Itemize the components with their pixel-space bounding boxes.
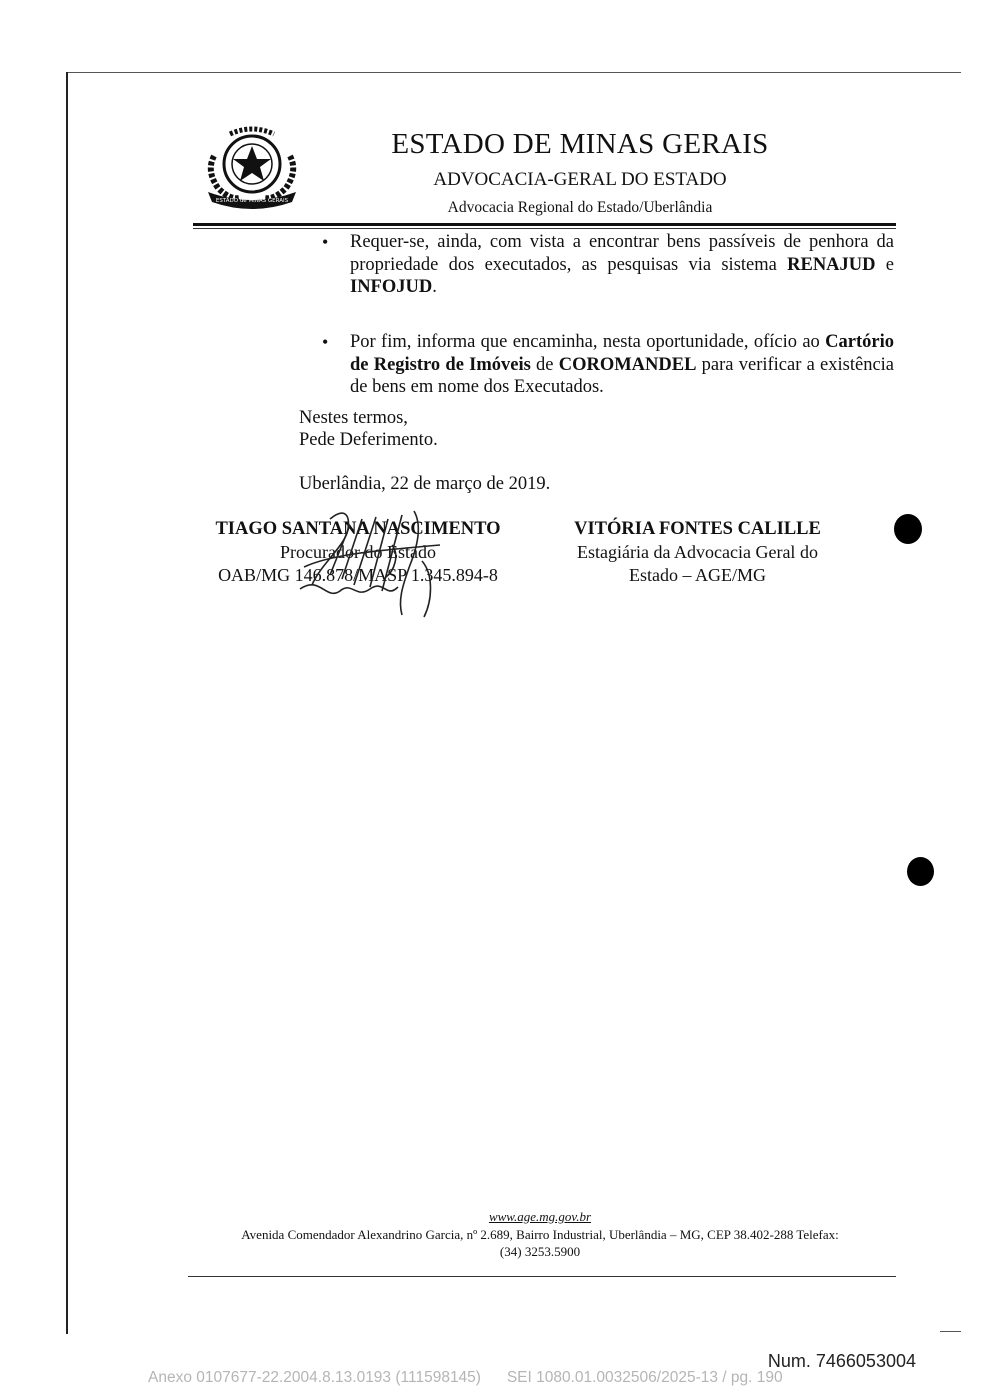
top-margin-line (68, 72, 961, 73)
annex-stamp: Anexo 0107677-22.2004.8.13.0193 (111598145) SEI 1080.01.0032506/2025-13 / pg. 190 (148, 1369, 783, 1386)
closing-line-2: Pede Deferimento. (299, 430, 438, 450)
bullet-paragraph-2: Por fim, informa que encaminha, nesta oportunidade, ofício ao Cartório de Registro de Imóveis de COROMANDEL para verificar a existência de bens em nome dos Executados. (350, 332, 895, 397)
bold-cartorio: Cartório de Registro de Imóveis (350, 332, 894, 375)
footer-rule (188, 1276, 896, 1277)
footer-website[interactable]: www.age.mg.gov.br (488, 1209, 592, 1224)
header-rule (193, 223, 896, 226)
document-number: Num. 7466053004 (767, 1351, 916, 1371)
footer-phone: (34) 3253.5900 (499, 1244, 581, 1259)
bullet-marker: • (322, 332, 329, 352)
punch-hole-mark (894, 514, 922, 544)
handwritten-signature (290, 505, 450, 623)
bold-coromandel: COROMANDEL (558, 354, 697, 375)
left-margin-line (66, 72, 68, 1334)
signer-left-name: TIAGO SANTANA NASCIMENTO (215, 519, 501, 539)
footer-address: Avenida Comendador Alexandrino Garcia, nº 2.689, Bairro Industrial, Uberlândia – MG, CEP 38.402-288 Telefax: (241, 1227, 839, 1242)
punch-hole-mark (907, 857, 934, 886)
header-subtitle: ADVOCACIA-GERAL DO ESTADO (433, 169, 727, 190)
bold-infojud: INFOJUD (350, 277, 433, 297)
margin-tick (940, 1331, 961, 1332)
state-seal-logo (200, 126, 304, 212)
signer-right-role-1: Estagiária da Advocacia Geral do (577, 542, 818, 562)
header-rule-thin (193, 228, 896, 229)
signer-left-role: Procurador do Estado (280, 542, 436, 562)
bold-renajud: RENAJUD (787, 254, 876, 275)
signer-right-role-2: Estado – AGE/MG (629, 565, 766, 585)
signer-right (560, 518, 835, 587)
svg-text:ESTADO de MINAS GERAIS: ESTADO de MINAS GERAIS (215, 198, 289, 204)
signer-left-ids: OAB/MG 146.878/MASP 1.345.894-8 (218, 565, 498, 585)
header-title: ESTADO DE MINAS GERAIS (391, 128, 769, 160)
signer-right-name: VITÓRIA FONTES CALILLE (574, 519, 821, 539)
header-office: Advocacia Regional do Estado/Uberlândia (447, 199, 713, 216)
closing-line-1: Nestes termos, (299, 408, 408, 428)
bullet-marker: • (322, 232, 329, 252)
bullet-paragraph-1: Requer-se, ainda, com vista a encontrar bens passíveis de penhora da propriedade dos executados, as pesquisas via sistema RENAJUD e INFOJUD. (350, 232, 894, 297)
date-line: Uberlândia, 22 de março de 2019. (299, 474, 551, 494)
